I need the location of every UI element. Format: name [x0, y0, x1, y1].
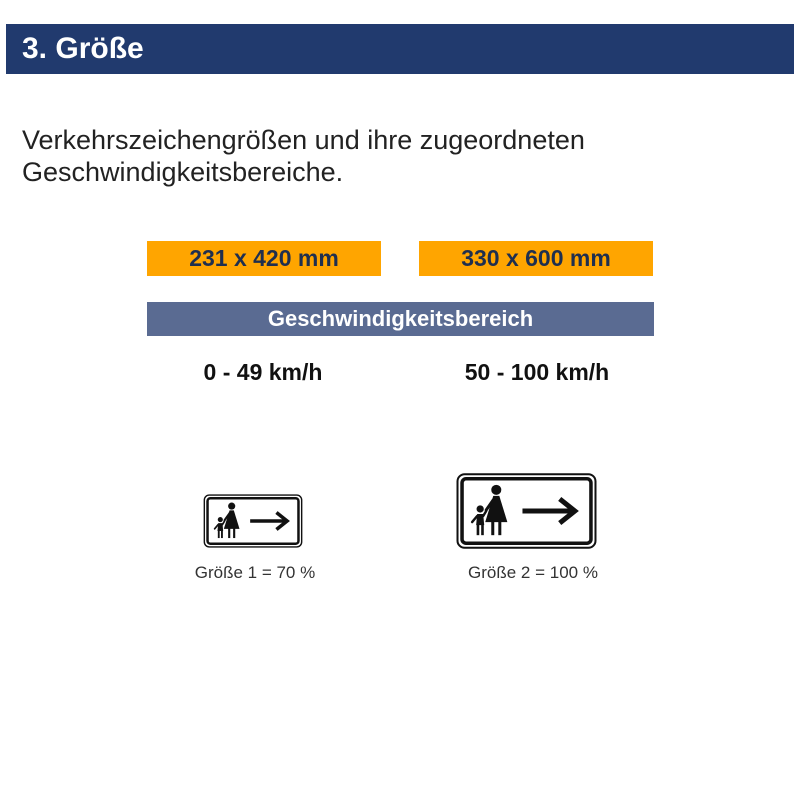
size-2-dimension-label: 330 x 600 mm	[419, 241, 653, 276]
size-1-speed-range: 0 - 49 km/h	[203, 359, 323, 385]
page-title: 3. Größe	[6, 24, 794, 74]
intro-text	[22, 124, 722, 188]
intro-line-1: Verkehrszeichengrößen und ihre zugeordneten	[22, 125, 585, 155]
intro-line-2: Geschwindigkeitsbereiche.	[22, 157, 344, 187]
size-2-caption: Größe 2 = 100 %	[468, 563, 598, 582]
size-1-caption: Größe 1 = 70 %	[194, 563, 316, 582]
size-2-speed-range: 50 - 100 km/h	[464, 359, 610, 385]
speed-range-header: Geschwindigkeitsbereich	[147, 302, 654, 336]
pedestrian-right-arrow-sign-icon	[203, 494, 303, 548]
pedestrian-right-arrow-sign-icon	[456, 472, 597, 550]
size-1-dimension-label: 231 x 420 mm	[147, 241, 381, 276]
